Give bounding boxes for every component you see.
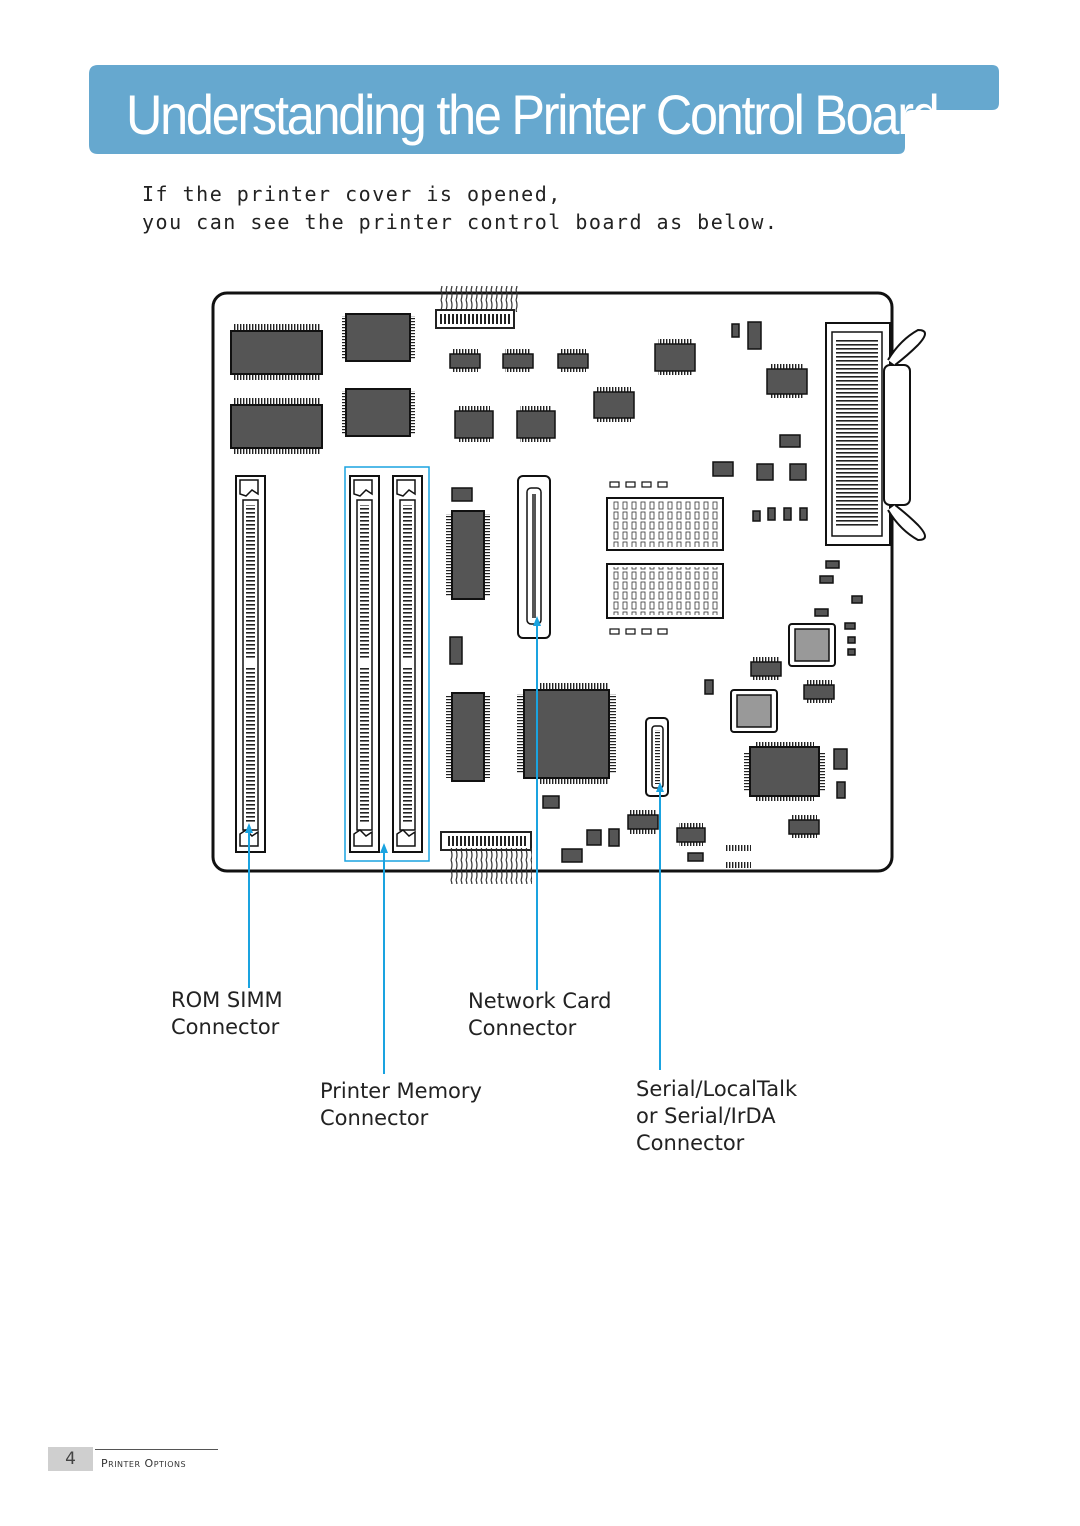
left-ic-1 [231,324,322,380]
left-ic-3 [342,314,415,361]
square-chip-2 [731,690,777,732]
qfp-chip [517,683,616,784]
callout-printer-memory [320,1078,482,1132]
callout-serial-line2: or Serial/IrDA [636,1104,776,1128]
callout-rom-simm-line1: ROM SIMM [171,988,283,1012]
right-qfp-chip [744,742,825,801]
intro-line-2: you can see the printer control board as below. [142,210,779,234]
left-ic-4 [342,389,415,436]
callout-serial-line3: Connector [636,1131,745,1155]
footer-rule [95,1449,218,1450]
page-title: Understanding the Printer Control Board [126,83,938,146]
tall-ic-1 [446,511,490,599]
tall-ic-2 [446,693,490,781]
bottom-ribbon-cable [441,832,532,884]
callout-serial-line1: Serial/LocalTalk [636,1077,798,1101]
page-number: 4 [48,1447,93,1471]
callout-printer-memory-line1: Printer Memory [320,1079,482,1103]
callout-printer-memory-line2: Connector [320,1106,429,1130]
intro-line-1: If the printer cover is opened, [142,182,562,206]
memory-slot-1 [350,476,379,852]
callout-network-card [468,988,611,1042]
callout-rom-simm [171,987,283,1041]
memory-slot-2 [393,476,422,852]
left-ic-2 [231,398,322,454]
serial-connector [646,718,668,796]
top-ribbon-cable [436,286,518,328]
rom-simm-slot [236,476,265,852]
callout-serial [636,1076,797,1157]
callout-network-card-line2: Connector [468,1016,577,1040]
callout-network-card-line1: Network Card [468,989,612,1013]
square-chip-1 [789,624,835,666]
network-card-connector [518,476,550,638]
callout-rom-simm-line2: Connector [171,1015,280,1039]
parallel-port-connector [826,323,925,545]
footer-section-title: Printer Options [101,1457,187,1470]
